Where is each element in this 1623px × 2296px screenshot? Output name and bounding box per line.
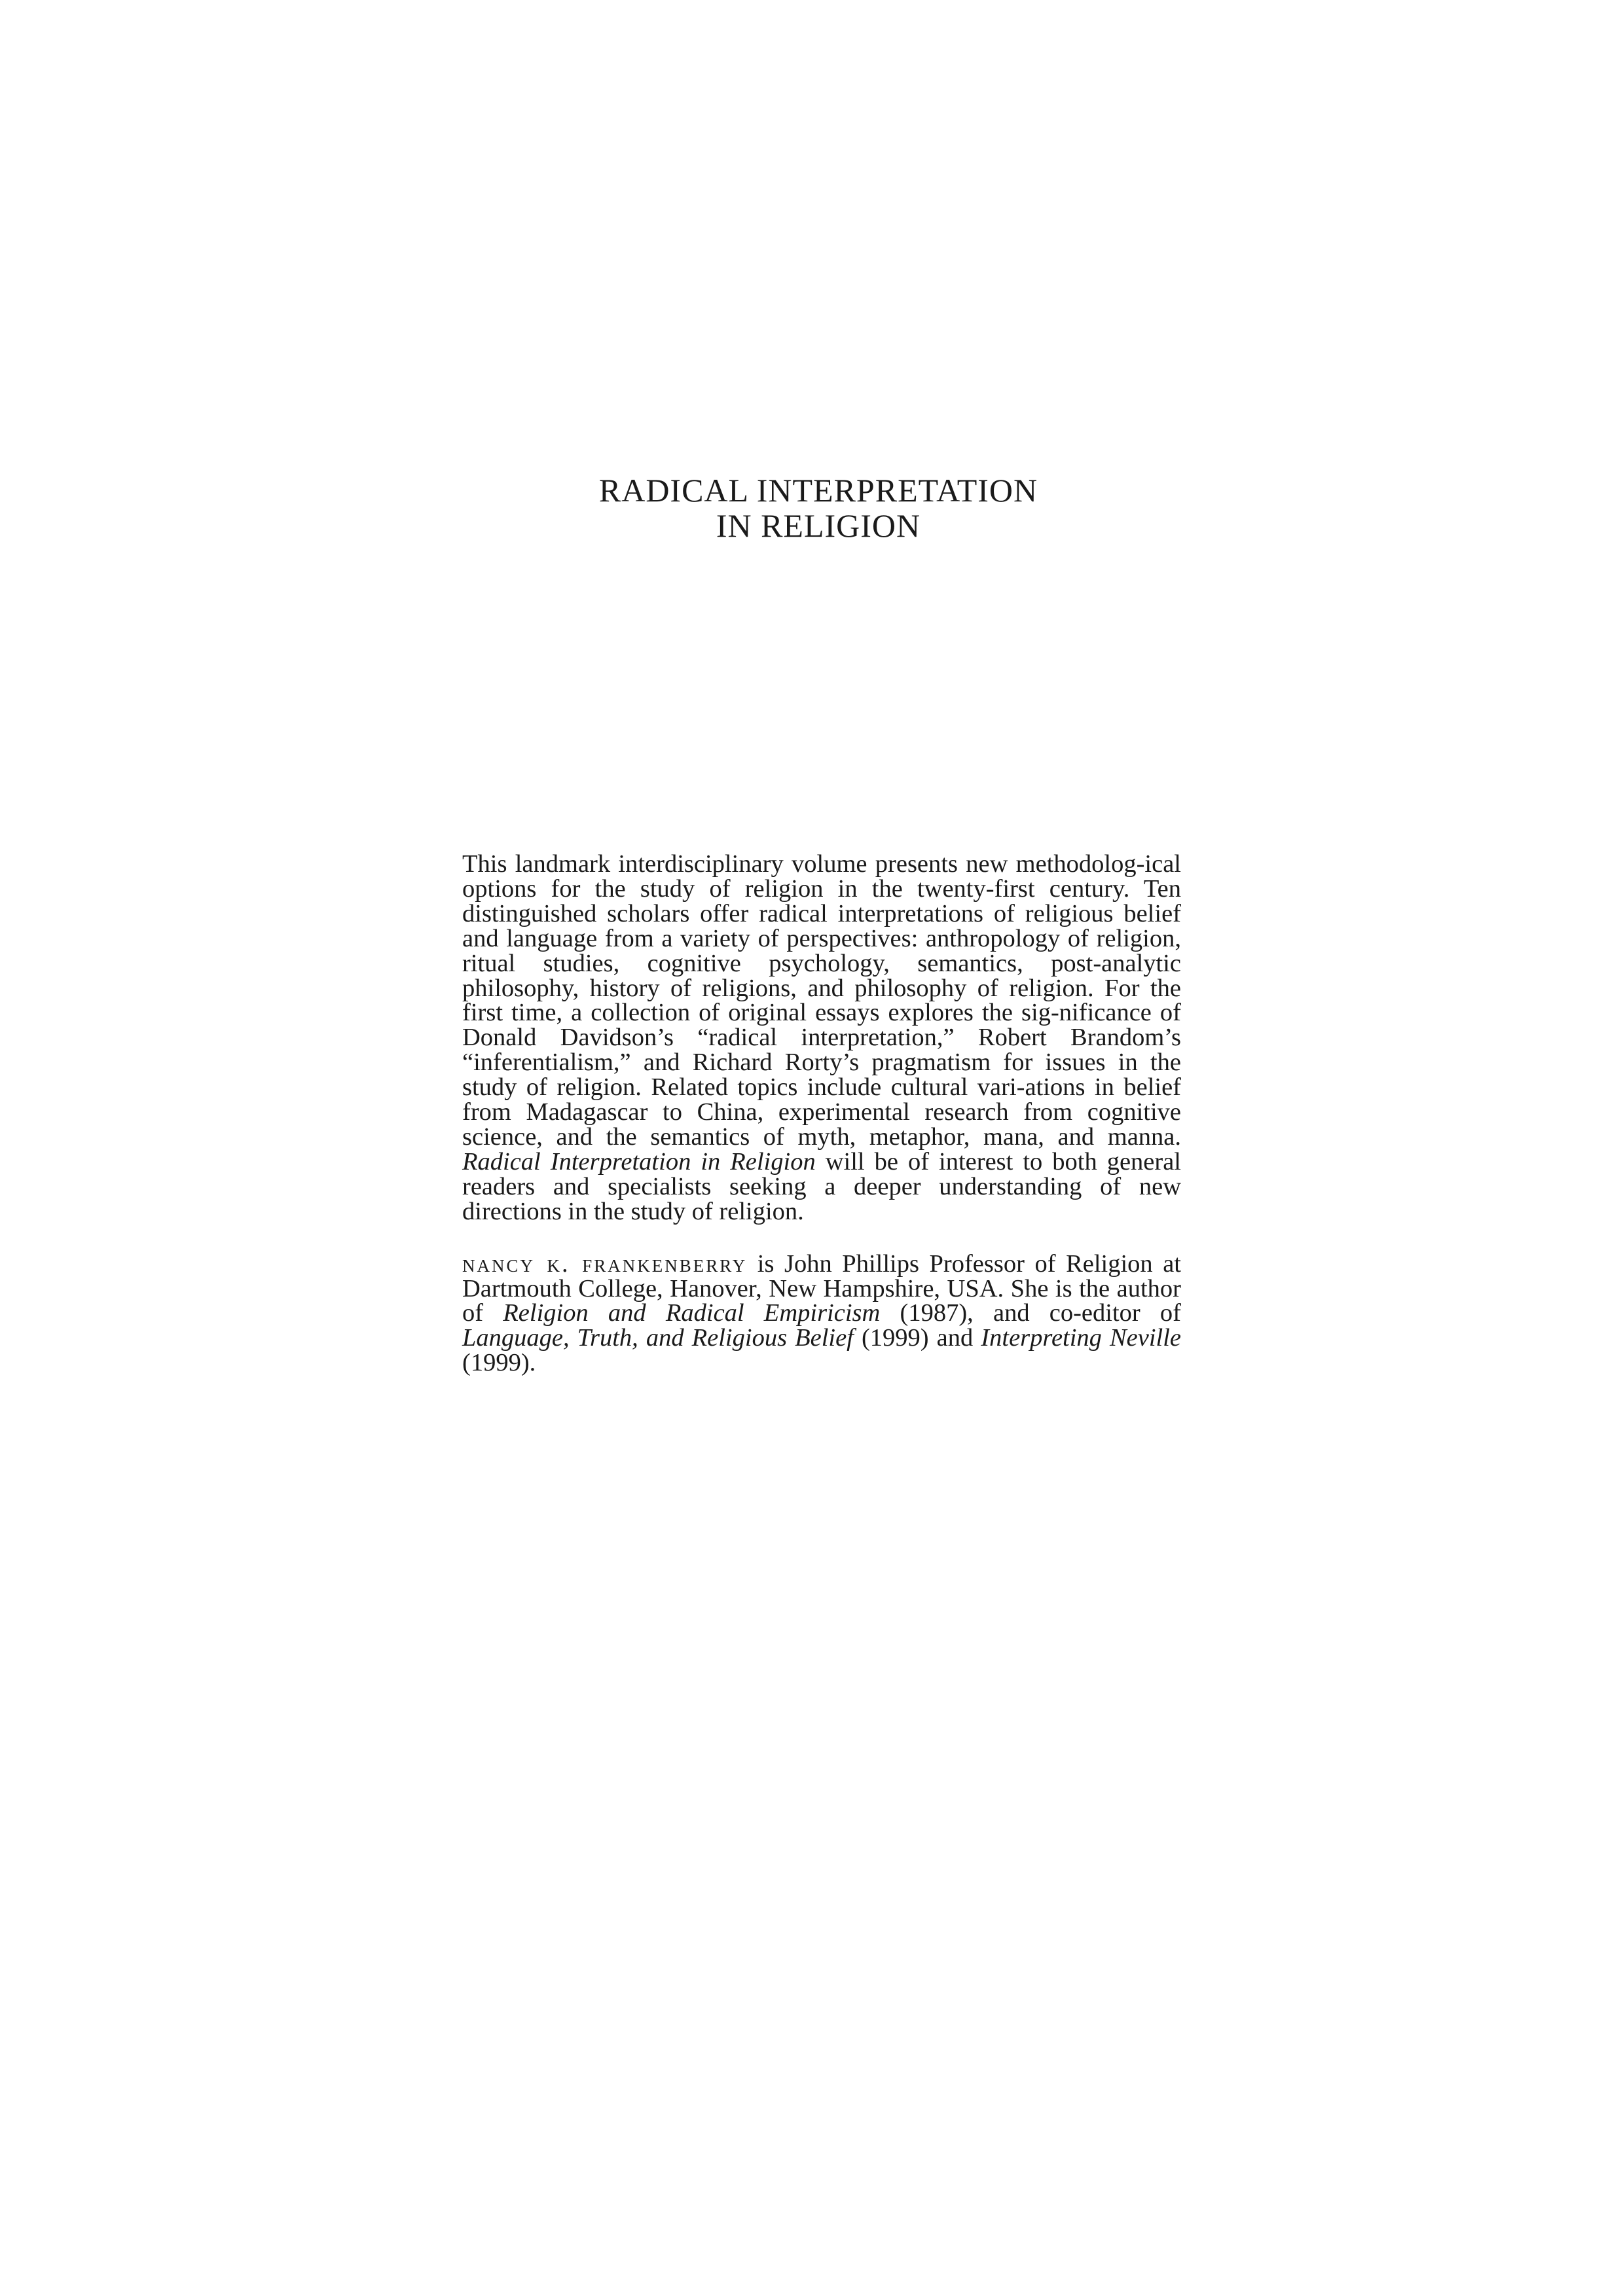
italic-book-title: Radical Interpretation in Religion — [462, 1147, 816, 1175]
bio-text-3: (1999) and — [861, 1324, 974, 1352]
bio-text-4: (1999). — [462, 1349, 536, 1377]
description-paragraph — [462, 852, 1181, 1225]
bio-text-2: (1987), and co-editor of — [900, 1299, 1182, 1327]
text-body — [462, 852, 1181, 1376]
title-line-1: RADICAL INTERPRETATION — [598, 472, 1038, 509]
author-bio-paragraph — [462, 1249, 1182, 1377]
description-text-1: This landmark interdisciplinary volume presents new methodolog-ical options for the study of religion in the twenty-first century. Ten distinguished scholars offer radical interpretations of religious belief and language from a variety of perspectives: anthropology of religion, ritual studies, cognitive psychology, semantics, post-analytic philosophy, history of religions, and philosophy of religion. For the first time, a collection of original essays explores the sig-nificance of Donald Davidson’s “radical interpretation,” Robert Brandom’s “inferentialism,” and Richard Rorty’s pragmatism for issues in the study of religion. Related topics include cultural vari-ations in belief from Madagascar to China, experimental research from cognitive science, and the semantics of myth, metaphor, mana, and manna. — [462, 850, 1181, 1151]
author-name: nancy k. frankenberry — [462, 1249, 748, 1278]
bio-work-2: Language, Truth, and Religious Belief — [462, 1324, 854, 1352]
bio-work-1: Religion and Radical Empiricism — [503, 1299, 881, 1327]
book-title — [458, 473, 1178, 543]
bio-text-1: is John Phillips Professor of Religion at Dartmouth College, Hanover, New Hampshire, USA. She is the author of — [462, 1249, 1182, 1327]
title-line-2: IN RELIGION — [716, 507, 921, 544]
description-text-2: will be of interest to both general readers and specialists seeking a deeper understanding of new directions in the study of religion. — [462, 1147, 1182, 1225]
bio-work-3: Interpreting Neville — [981, 1324, 1182, 1352]
